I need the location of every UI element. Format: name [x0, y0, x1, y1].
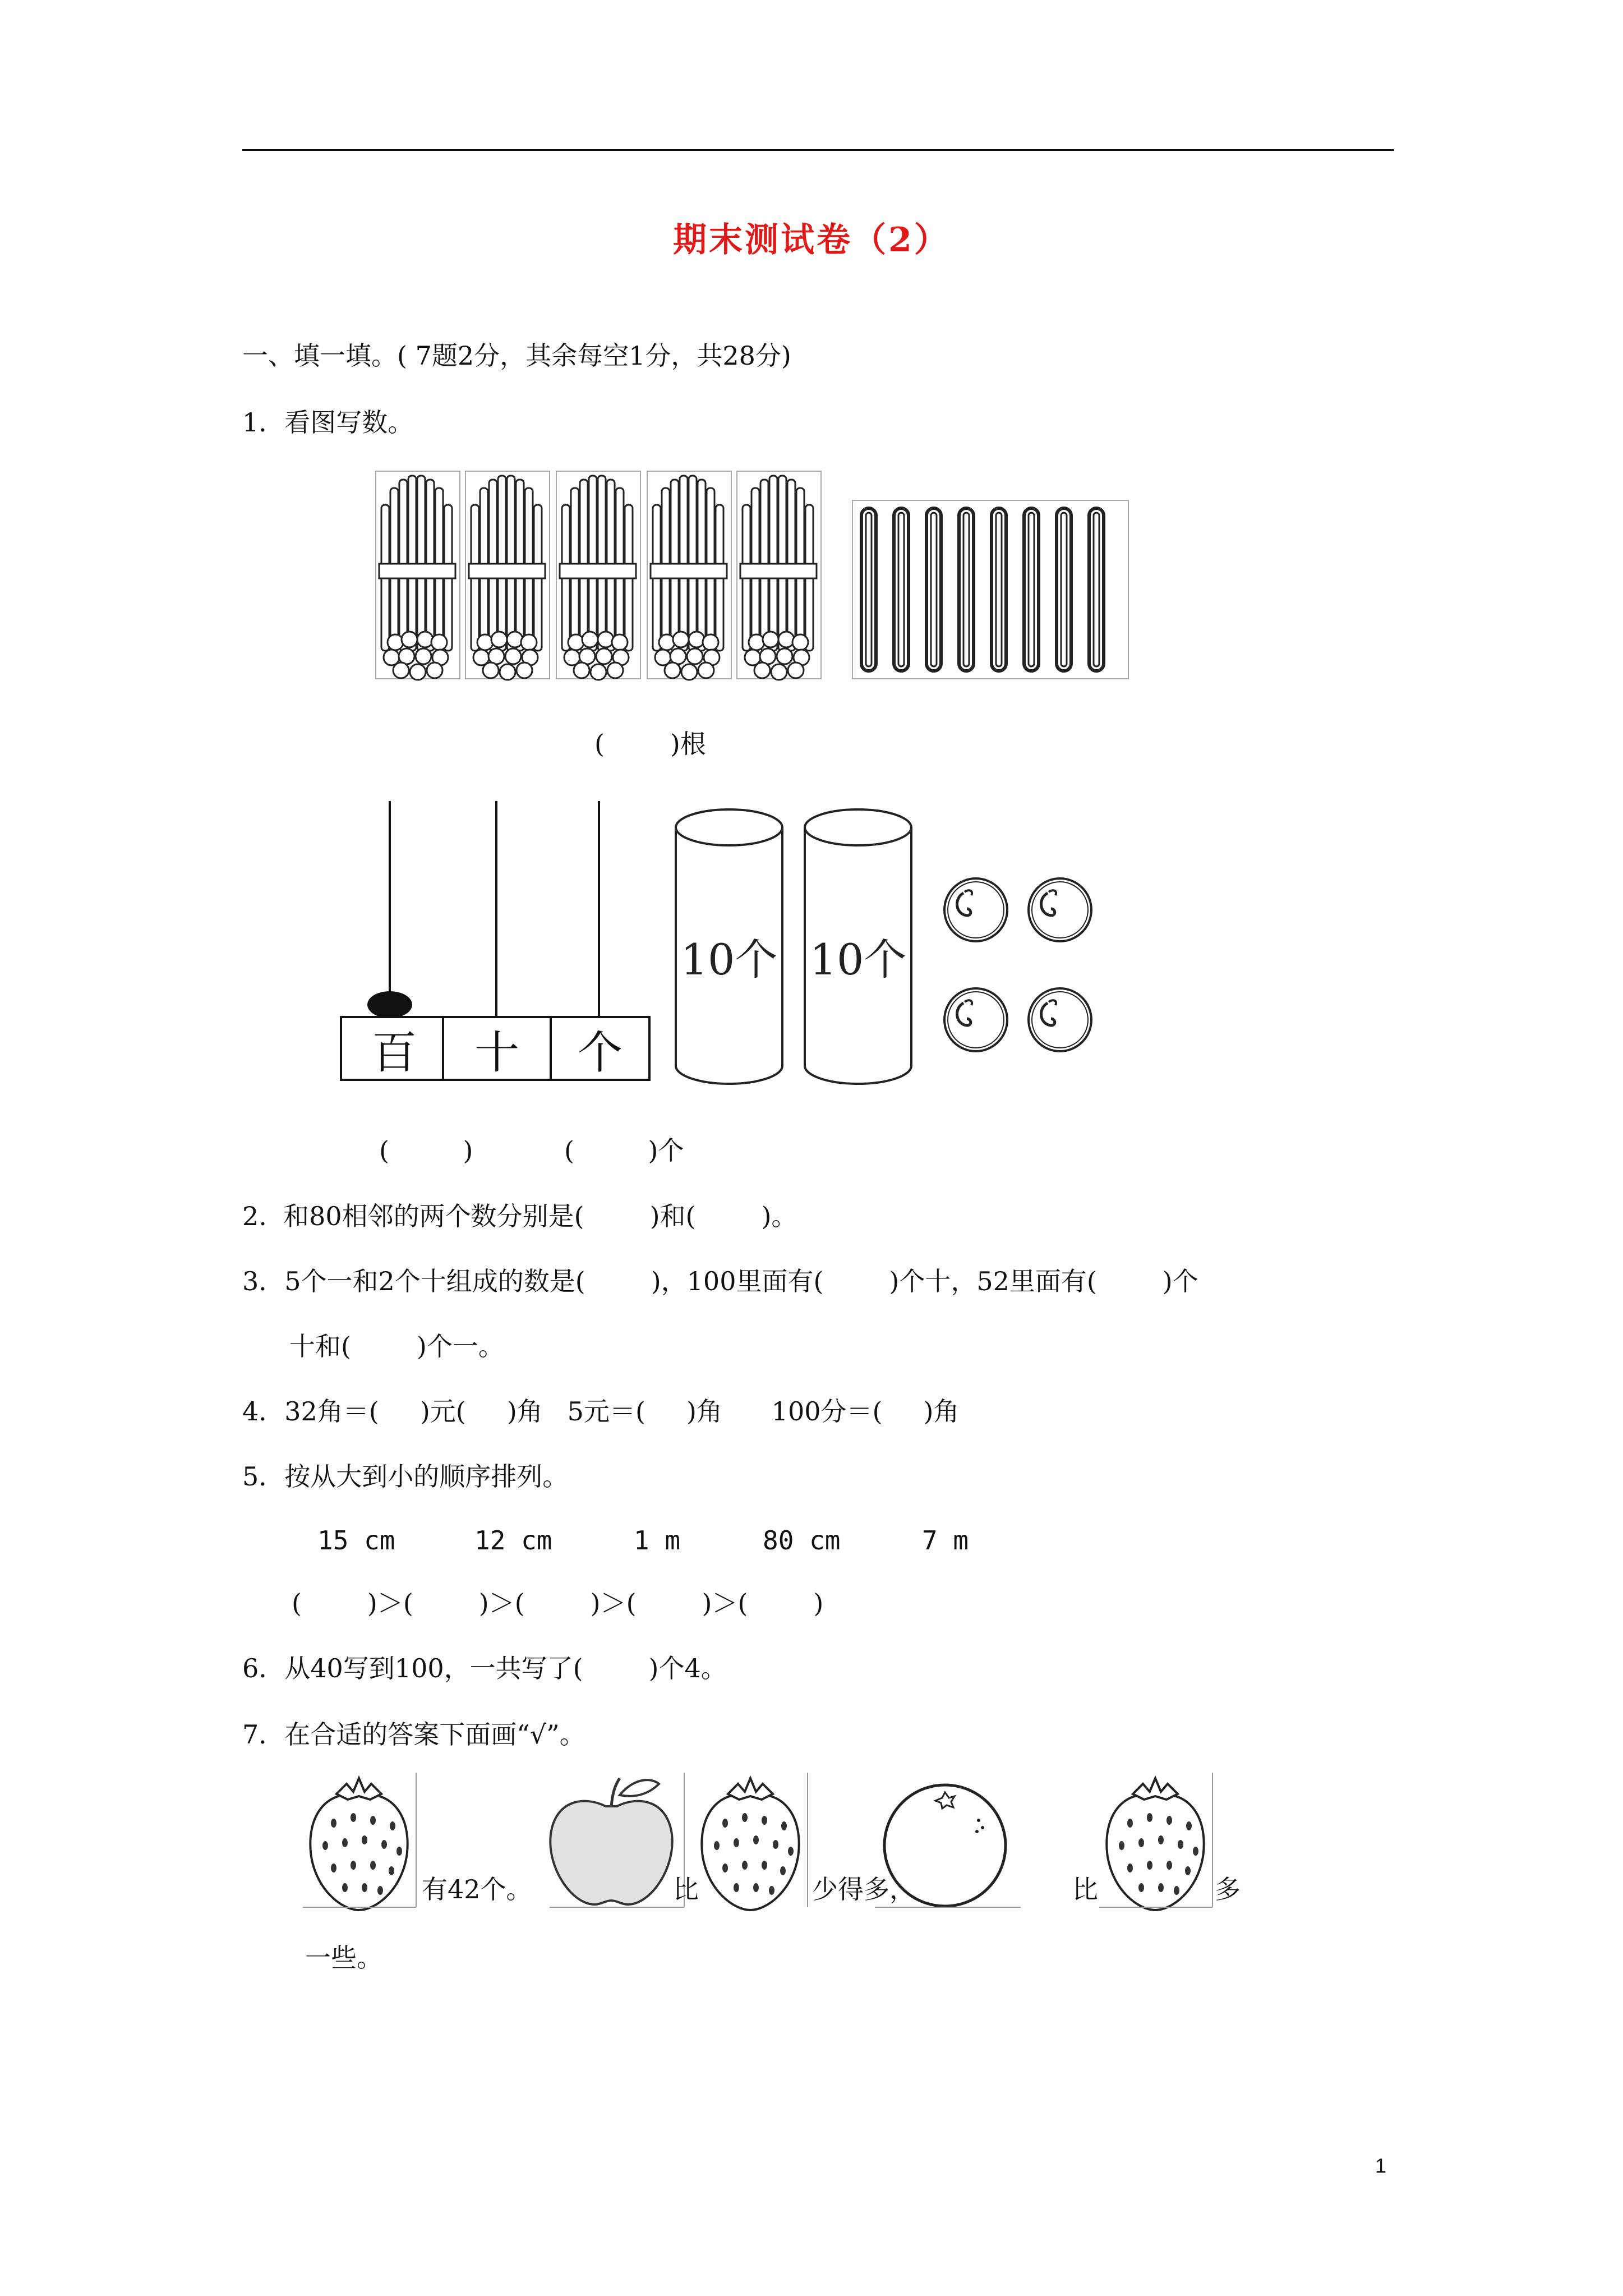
q5-item-3: 1 m — [634, 1525, 681, 1556]
balls-image — [942, 875, 1110, 1060]
page-number: 1 — [1375, 2154, 1387, 2177]
q3-text-line1: 3．5个一和2个十组成的数是( )，100里面有( )个十，52里面有( )个 — [242, 1266, 1198, 1296]
q7-text-3: 少得多， — [812, 1874, 915, 1904]
q5-item-5: 7 m — [922, 1525, 969, 1556]
abacus-label-hundreds: 百 — [372, 1026, 417, 1079]
cup-label-2: 10个 — [809, 935, 907, 984]
q5-label: 5．按从大到小的顺序排列。 — [242, 1461, 569, 1492]
q7-text-1: 有42个。 — [422, 1874, 532, 1904]
q5-item-1: 15 cm — [317, 1525, 395, 1556]
page-title: 期末测试卷（2） — [673, 220, 950, 260]
q7-text-6: 一些。 — [305, 1943, 382, 1973]
q2-text: 2. 和80相邻的两个数分别是( )和( )。 — [242, 1201, 797, 1231]
q7-text-5: 多 — [1215, 1874, 1241, 1904]
q1-label: 1．看图写数。 — [242, 407, 414, 438]
section-heading: 一、填一填。( 7题2分，其余每空1分，共28分) — [242, 341, 791, 371]
q3-text-line2: 十和( )个一。 — [289, 1331, 504, 1361]
q1-sticks-answer: ( )根 — [594, 729, 706, 759]
q7-label: 7．在合适的答案下面画“√”。 — [242, 1719, 585, 1750]
header-rule — [242, 149, 1394, 151]
q4-text: 4．32角＝( )元( )角 5元＝( )角 100分＝( )角 — [242, 1396, 960, 1427]
q7-text-2: 比 — [673, 1874, 699, 1904]
abacus-label-tens: 十 — [474, 1026, 519, 1079]
q5-item-2: 12 cm — [474, 1525, 552, 1556]
q5-answer: ( )＞( )＞( )＞( )＞( ) — [292, 1588, 824, 1618]
q6-text: 6．从40写到100，一共写了( )个4。 — [242, 1653, 727, 1683]
q1-abacus-answer: ( ) — [379, 1135, 473, 1166]
abacus-label-ones: 个 — [578, 1026, 623, 1079]
q1-cups-answer: ( )个 — [564, 1135, 684, 1166]
stick-bundles-image — [376, 471, 1133, 684]
q7-text-4: 比 — [1072, 1874, 1098, 1904]
q5-item-4: 80 cm — [763, 1525, 841, 1556]
cup-label-1: 10个 — [680, 935, 778, 984]
